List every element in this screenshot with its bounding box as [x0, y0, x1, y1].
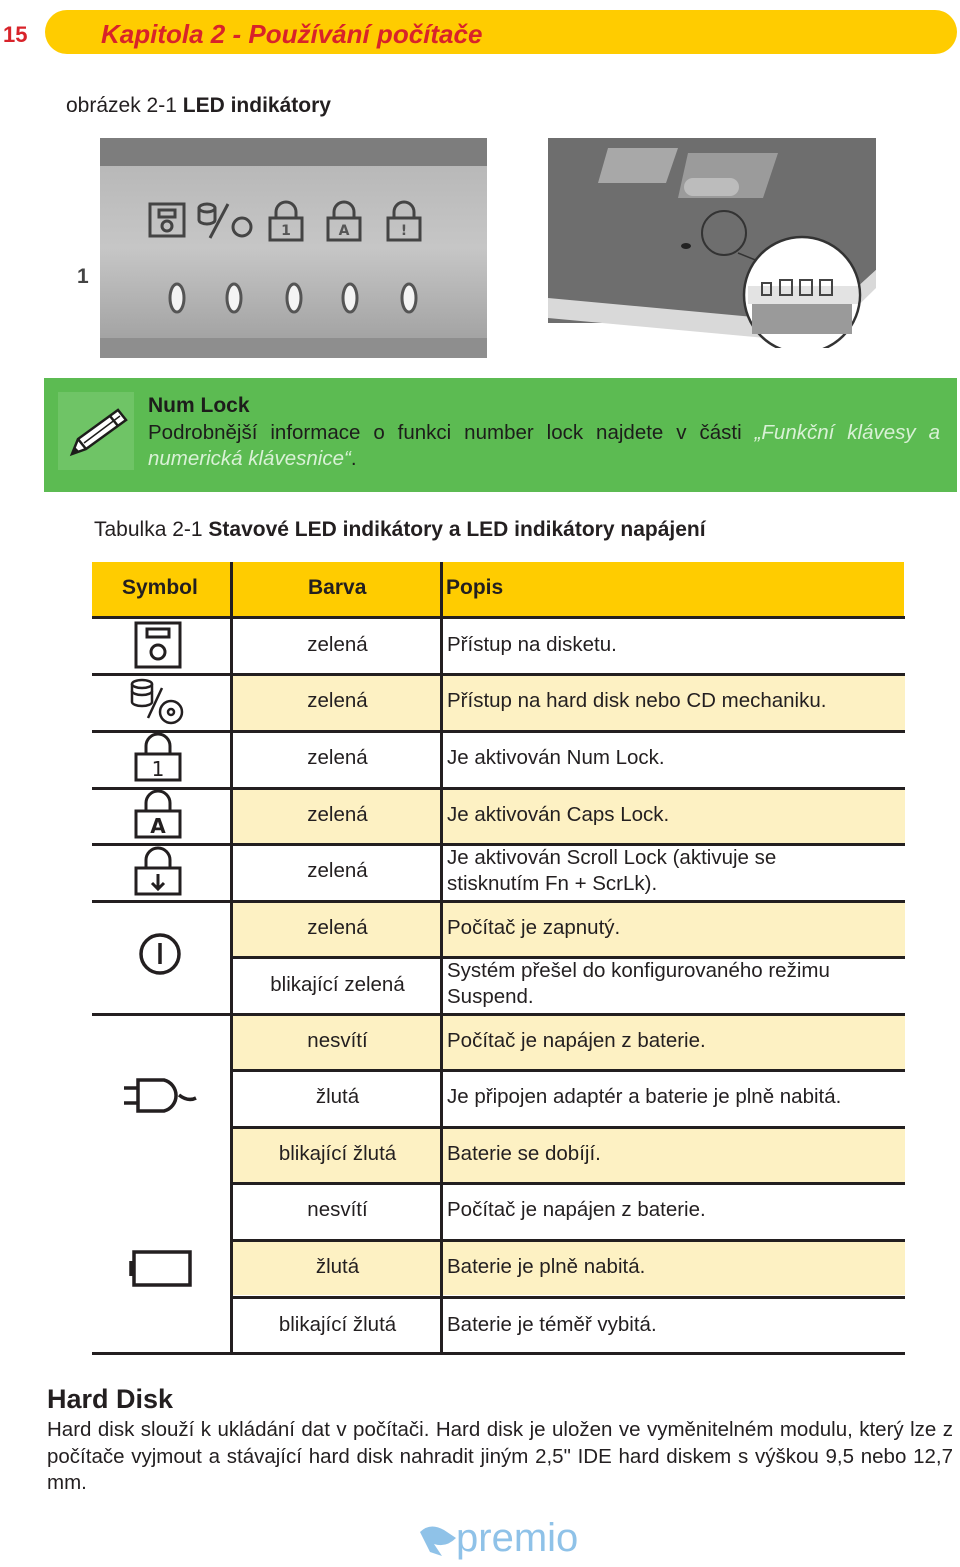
cell-color: blikající žlutá: [278, 1313, 397, 1336]
row-divider: [232, 1239, 905, 1242]
cell-color: zelená: [307, 859, 368, 882]
note-link[interactable]: „Funkční klávesy a numerická klávesnice“: [148, 421, 940, 470]
figure-caption-title: LED indikátory: [182, 94, 331, 117]
cell-description: Je připojen adaptér a baterie je plně nabitá.: [447, 1085, 842, 1108]
svg-text:1: 1: [281, 223, 291, 239]
caps-lock-icon: [130, 789, 186, 841]
cell-color: zelená: [307, 803, 368, 826]
note-text-plain: Podrobnější informace o funkci number lock najdete v části: [148, 421, 755, 444]
note-box: [44, 378, 957, 492]
row-divider: [232, 1182, 905, 1185]
note-text: [148, 420, 940, 472]
cell-color: nesvítí: [307, 1029, 368, 1052]
row-divider: [92, 1352, 905, 1355]
cell-color: zelená: [307, 689, 368, 712]
cell-description: Počítač je napájen z baterie.: [447, 1029, 706, 1052]
row-divider: [232, 1296, 905, 1299]
note-title: Num Lock: [148, 394, 250, 417]
cell-description: Baterie je plně nabitá.: [447, 1255, 646, 1278]
row-divider: [232, 1126, 905, 1129]
cell-color: žlutá: [315, 1255, 360, 1278]
cell-description: Počítač je napájen z baterie.: [447, 1198, 706, 1221]
row-divider: [92, 1013, 905, 1016]
column-divider: [440, 562, 443, 1355]
hdd-cd-icon: [128, 676, 188, 728]
section-text: Hard disk slouží k ukládání dat v počítači. Hard disk je uložen ve vyměnitelném modulu, který lze z počítače vyjmout a stávající hard disk nahradit jiným 2,5" IDE hard diskem s výškou 9,5 nebo 12,7 mm.: [47, 1418, 953, 1494]
cell-color: blikající žlutá: [278, 1142, 397, 1165]
figure-caption: [66, 94, 331, 118]
note-icon-box: [58, 392, 134, 470]
section-title: Hard Disk: [47, 1384, 174, 1414]
table-caption-prefix: Tabulka 2-1: [94, 518, 203, 541]
table-caption-title: Stavové LED indikátory a LED indikátory napájení: [208, 518, 706, 541]
column-divider: [230, 562, 233, 1355]
power-icon: [136, 930, 184, 978]
row-divider: [92, 673, 905, 676]
header-color: Barva: [308, 576, 367, 599]
cell-color: nesvítí: [307, 1198, 368, 1221]
svg-text:1: 1: [151, 757, 165, 781]
cell-color: blikající zelená: [270, 973, 405, 996]
note-text-end: .: [350, 447, 357, 470]
battery-icon: [128, 1248, 194, 1290]
cell-description: Je aktivován Num Lock.: [447, 746, 665, 769]
cell-description: Počítač je zapnutý.: [447, 916, 621, 939]
page-number: 15: [3, 22, 28, 47]
svg-text:!: !: [400, 223, 408, 239]
figure-caption-prefix: obrázek 2-1: [66, 94, 177, 117]
svg-text:A: A: [338, 223, 350, 239]
cell-description: Přístup na hard disk nebo CD mechaniku.: [447, 689, 827, 712]
header-symbol: Symbol: [122, 576, 198, 599]
chapter-title: Kapitola 2 - Používání počítače: [101, 19, 483, 49]
cell-description: Systém přešel do konfigurovaného režimu Suspend.: [447, 959, 830, 1008]
row-divider: [92, 787, 905, 790]
pencil-icon: [58, 392, 134, 470]
header-description: Popis: [446, 576, 504, 599]
table-caption: [94, 518, 706, 542]
num-lock-icon: [130, 732, 186, 784]
cell-color: žlutá: [315, 1085, 360, 1108]
cell-description: Baterie je téměř vybitá.: [447, 1313, 657, 1336]
cell-description: Přístup na disketu.: [447, 633, 617, 656]
cell-description: Je aktivován Scroll Lock (aktivuje se stisknutím Fn + ScrLk).: [447, 846, 777, 895]
scroll-lock-icon: [130, 846, 186, 898]
svg-text:A: A: [150, 814, 166, 838]
row-divider: [232, 1069, 905, 1072]
cell-color: zelená: [307, 916, 368, 939]
notebook-photo: [548, 138, 878, 348]
cell-color: zelená: [307, 746, 368, 769]
floppy-icon: [132, 620, 184, 670]
row-divider: [92, 616, 905, 619]
row-divider: [92, 900, 905, 903]
led-panel-photo: [100, 138, 487, 358]
premio-logo-mark: [416, 1522, 460, 1562]
cell-color: zelená: [307, 633, 368, 656]
callout-1: 1: [77, 265, 89, 288]
cell-description: Baterie se dobíjí.: [447, 1142, 601, 1165]
row-divider: [92, 730, 905, 733]
cell-description: Je aktivován Caps Lock.: [447, 803, 670, 826]
ac-plug-icon: [124, 1076, 200, 1116]
premio-logo: premio: [456, 1516, 579, 1560]
